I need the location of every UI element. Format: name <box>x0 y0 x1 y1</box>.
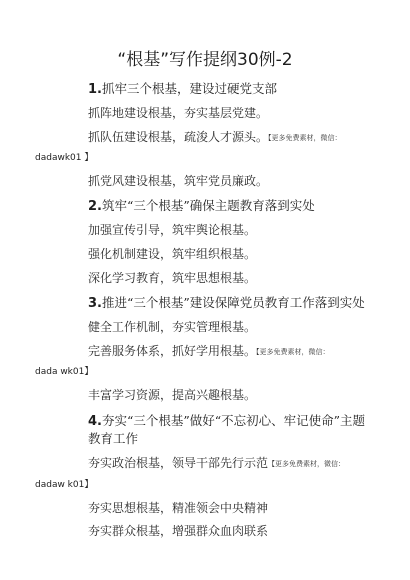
promo-note: 【更多免费素材，微信： <box>268 134 342 142</box>
section-number: 1. <box>88 82 102 97</box>
section-3-item-2 <box>88 343 330 360</box>
section-4-item-2: 夯实思想根基，精准领会中央精神 <box>88 501 269 515</box>
document-title: “根基”写作提纲30例-2 <box>117 50 293 70</box>
item-text: 完善服务体系，抓好学用根基。 <box>88 344 257 358</box>
section-2-heading <box>88 197 315 215</box>
promo-note: 【更多免费素材，微信： <box>268 460 346 468</box>
section-1-item-2 <box>88 129 342 146</box>
section-2-item-2: 强化机制建设，筑牢组织根基。 <box>88 247 257 261</box>
section-number: 4. <box>88 414 102 429</box>
section-1-item-1: 抓阵地建设根基，夯实基层党建。 <box>88 106 269 120</box>
section-3-heading <box>88 294 365 312</box>
promo-code: dadaw k01】 <box>35 480 94 490</box>
section-4-item-1 <box>88 455 345 472</box>
section-heading-text: 夯实“三个根基”做好“不忘初心、牢记使命”主题 <box>101 413 366 428</box>
promo-code: dada wk01】 <box>35 367 94 377</box>
promo-note: 【更多免费素材，微信： <box>256 348 330 356</box>
section-4-heading <box>88 412 365 430</box>
section-number: 2. <box>88 199 102 214</box>
item-text: 抓队伍建设根基，疏浚人才源头。 <box>88 130 269 144</box>
item-text: 夯实政治根基，领导干部先行示范 <box>88 456 269 470</box>
section-2-item-1: 加强宣传引导，筑牢舆论根基。 <box>88 223 257 237</box>
section-heading-text: 推进“三个根基”建设保障党员教育工作落到实处 <box>101 295 365 310</box>
section-heading-text: 抓牢三个根基，建设过硬党支部 <box>101 81 277 96</box>
section-2-item-3: 深化学习教育，筑牢思想根基。 <box>88 271 257 285</box>
section-3-item-3: 丰富学习资源，提高兴趣根基。 <box>88 388 257 402</box>
section-number: 3. <box>88 296 102 311</box>
section-1-item-3: 抓党风建设根基，筑牢党员廉政。 <box>88 174 269 188</box>
section-4-heading-continued: 教育工作 <box>88 431 139 446</box>
section-3-item-1: 健全工作机制，夯实管理根基。 <box>88 320 257 334</box>
section-1-heading <box>88 80 277 98</box>
promo-code: dadawk01 】 <box>35 153 94 163</box>
section-4-item-3: 夯实群众根基，增强群众血肉联系 <box>88 524 269 538</box>
section-heading-text: 筑牢“三个根基”确保主题教育落到实处 <box>101 198 315 213</box>
